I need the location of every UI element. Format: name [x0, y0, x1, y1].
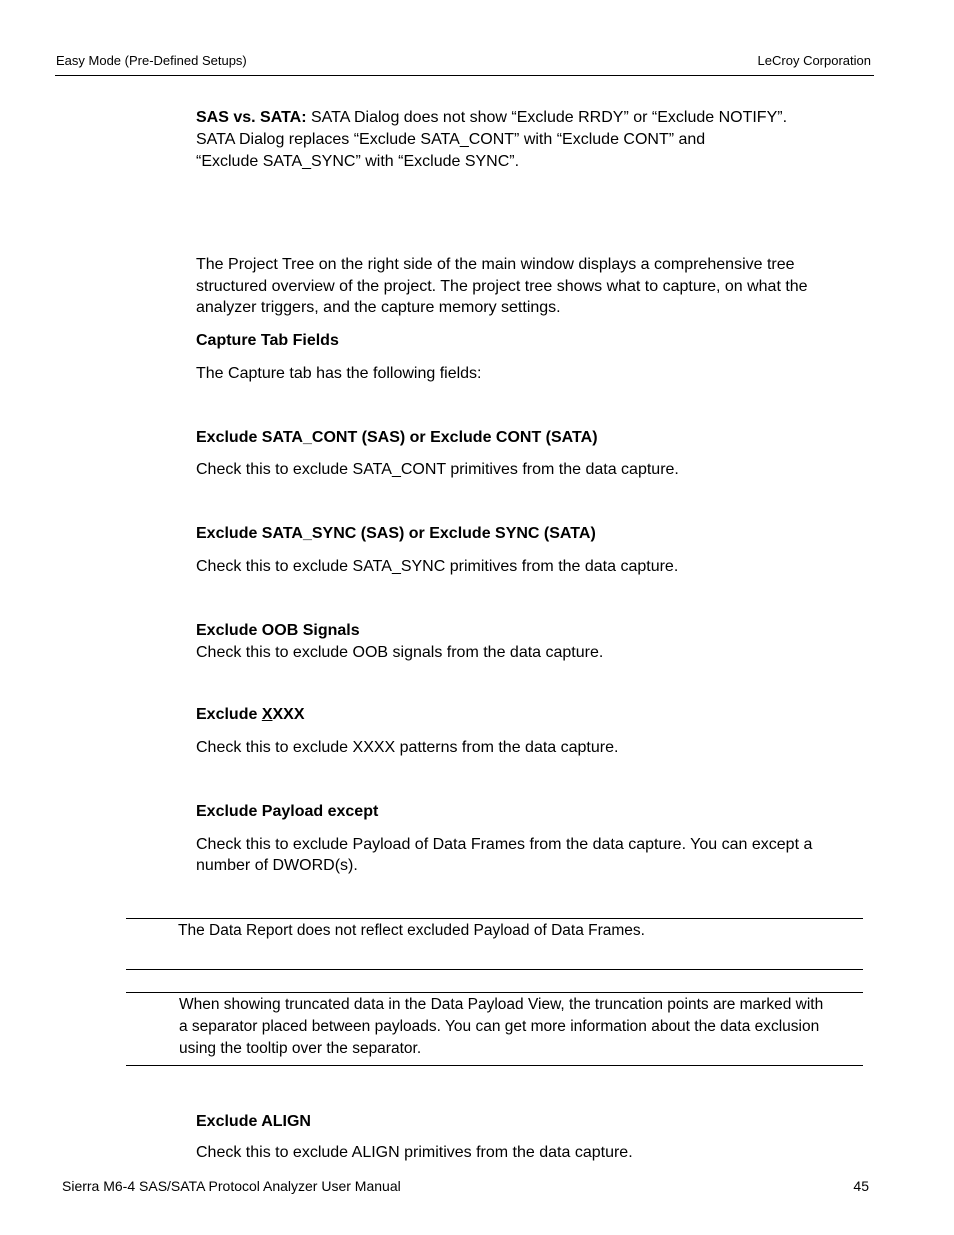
project-tree-line1: The Project Tree on the right side of the main window displays a comprehensive tree: [196, 256, 795, 273]
payload-heading: Exclude Payload except: [196, 803, 379, 820]
xxxx-heading-accelerator: X: [261, 706, 273, 723]
project-tree-line3: analyzer triggers, and the capture memory settings.: [196, 299, 561, 316]
oob-desc: Check this to exclude OOB signals from the data capture.: [196, 644, 604, 661]
capture-tab-intro: The Capture tab has the following fields:: [196, 365, 482, 382]
sata-sync-heading: Exclude SATA_SYNC (SAS) or Exclude SYNC (SATA): [196, 525, 596, 542]
sas-vs-sata-line1: [196, 107, 787, 129]
running-header-left: Easy Mode (Pre-Defined Setups): [56, 53, 247, 68]
note2-line1: When showing truncated data in the Data Payload View, the truncation points are marked with: [179, 996, 824, 1013]
header-rule: [55, 75, 874, 76]
sata-cont-desc: Check this to exclude SATA_CONT primitives from the data capture.: [196, 461, 679, 478]
oob-heading: Exclude OOB Signals: [196, 622, 360, 639]
note2-top-rule: [126, 992, 863, 993]
xxxx-heading: [196, 704, 305, 726]
note1-top-rule: [126, 918, 863, 919]
sata-sync-desc: Check this to exclude SATA_SYNC primitives from the data capture.: [196, 558, 679, 575]
project-tree-line2: structured overview of the project. The project tree shows what to capture, on what the: [196, 278, 808, 295]
capture-tab-heading: Capture Tab Fields: [196, 332, 339, 349]
footer-page-number: 45: [853, 1178, 869, 1194]
note1-text: The Data Report does not reflect excluded Payload of Data Frames.: [178, 922, 645, 939]
sas-vs-sata-line2: SATA Dialog replaces “Exclude SATA_CONT” with “Exclude CONT” and: [196, 131, 706, 148]
running-header-right: LeCroy Corporation: [757, 53, 871, 68]
payload-desc-line1: Check this to exclude Payload of Data Frames from the data capture. You can except a: [196, 836, 813, 853]
payload-desc-line2: number of DWORD(s).: [196, 857, 358, 874]
xxxx-heading-suffix: XXX: [272, 706, 305, 723]
sata-cont-heading: Exclude SATA_CONT (SAS) or Exclude CONT (SATA): [196, 429, 598, 446]
footer-manual-title: Sierra M6-4 SAS/SATA Protocol Analyzer User Manual: [62, 1178, 401, 1194]
note1-bottom-rule: [126, 969, 863, 970]
note2-bottom-rule: [126, 1065, 863, 1066]
sas-vs-sata-text: SATA Dialog does not show “Exclude RRDY” or “Exclude NOTIFY”.: [311, 109, 788, 126]
xxxx-desc: Check this to exclude XXXX patterns from the data capture.: [196, 739, 619, 756]
sas-vs-sata-line3: “Exclude SATA_SYNC” with “Exclude SYNC”.: [196, 153, 520, 170]
align-desc: Check this to exclude ALIGN primitives from the data capture.: [196, 1144, 633, 1161]
note2-line3: using the tooltip over the separator.: [179, 1040, 422, 1057]
note2-line2: a separator placed between payloads. You can get more information about the data exclusion: [179, 1018, 820, 1035]
xxxx-heading-prefix: Exclude: [196, 706, 262, 723]
sas-vs-sata-label: SAS vs. SATA:: [196, 109, 307, 126]
align-heading: Exclude ALIGN: [196, 1113, 311, 1130]
